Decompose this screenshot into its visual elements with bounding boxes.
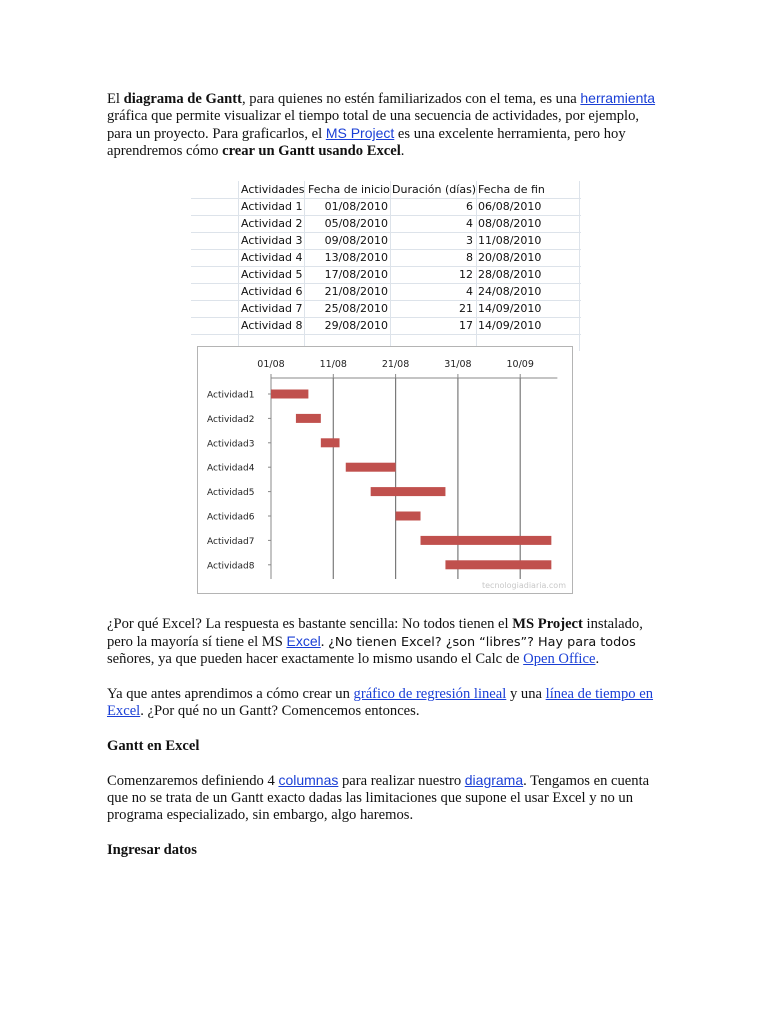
informal-note: ¿No tienen Excel? ¿son “libres”? Hay para todos xyxy=(328,635,636,650)
cell-start: 29/08/2010 xyxy=(324,319,388,332)
herramienta-link[interactable]: herramienta xyxy=(580,90,656,106)
section-heading-ingresar-datos: Ingresar datos xyxy=(107,842,197,858)
cell-activity: Actividad 5 xyxy=(241,268,303,281)
columnas-link[interactable]: columnas xyxy=(278,772,339,788)
y-category-label: Actividad6 xyxy=(207,512,255,523)
term-ms-project: MS Project xyxy=(512,616,583,632)
cell-activity: Actividad 3 xyxy=(241,234,303,247)
y-category-label: Actividad4 xyxy=(207,463,255,474)
cell-start: 21/08/2010 xyxy=(324,285,388,298)
columns-paragraph: Comenzaremos definiendo 4 columnas para realizar nuestro diagrama. Tengamos en cuenta que no se trata de un Gantt exacto dadas las limitaciones que supone el usar Excel y no un programa especializado, sin embargo, algo haremos. xyxy=(107,772,650,823)
col-header-duracion: Duración (días) xyxy=(392,183,477,196)
cell-start: 09/08/2010 xyxy=(324,234,388,247)
gantt-bar xyxy=(321,438,340,447)
open-office-link[interactable]: Open Office xyxy=(523,651,596,667)
cell-end: 14/09/2010 xyxy=(478,319,542,332)
cell-duration: 21 xyxy=(459,302,473,315)
table-row xyxy=(191,317,581,335)
gantt-chart-svg xyxy=(198,347,572,593)
spreadsheet-table xyxy=(191,181,581,337)
cell-activity: Actividad 4 xyxy=(241,251,303,264)
y-category-label: Actividad1 xyxy=(207,390,255,401)
y-category-label: Actividad2 xyxy=(207,414,255,425)
linea-tiempo-link[interactable]: línea de tiempo en Excel xyxy=(107,686,654,719)
table-row xyxy=(191,283,581,301)
cell-duration: 3 xyxy=(466,234,473,247)
intro-paragraph: El diagrama de Gantt, para quienes no estén familiarizados con el tema, es una herramienta gráfica que permite visualizar el tiempo total de una secuencia de actividades, por ejemplo, para un proyecto. Para graficarlos, el MS Project es una excelente herramienta, pero hoy aprendremos cómo crear un Gantt usando Excel. xyxy=(107,90,656,159)
y-category-label: Actividad7 xyxy=(207,536,255,547)
cell-start: 17/08/2010 xyxy=(324,268,388,281)
table-row xyxy=(191,232,581,250)
cell-activity: Actividad 7 xyxy=(241,302,303,315)
table-row xyxy=(191,215,581,233)
term-gantt: diagrama de Gantt xyxy=(123,91,242,107)
previous-tutorials-paragraph: Ya que antes aprendimos a cómo crear un gráfico de regresión lineal y una línea de tiempo en Excel. ¿Por qué no un Gantt? Comencemos entonces. xyxy=(107,686,654,719)
cell-start: 01/08/2010 xyxy=(324,200,388,213)
gantt-bar xyxy=(296,414,321,423)
excel-link[interactable]: Excel xyxy=(286,633,321,649)
cell-end: 06/08/2010 xyxy=(478,200,542,213)
section-heading-gantt-excel: Gantt en Excel xyxy=(107,738,200,754)
why-excel-paragraph: ¿Por qué Excel? La respuesta es bastante sencilla: No todos tienen el MS Project instalado, pero la mayoría sí tiene el MS Excel. ¿No tienen Excel? ¿son “libres”? Hay para todos señores, ya que pueden hacer exactamente lo mismo usando el Calc de Open Office. xyxy=(107,616,643,667)
y-category-label: Actividad8 xyxy=(207,561,255,572)
cell-duration: 4 xyxy=(466,217,473,230)
cell-end: 28/08/2010 xyxy=(478,268,542,281)
x-tick-label: 11/08 xyxy=(319,359,347,370)
cell-duration: 6 xyxy=(466,200,473,213)
gantt-bar xyxy=(271,390,308,399)
cell-end: 14/09/2010 xyxy=(478,302,542,315)
y-category-label: Actividad5 xyxy=(207,488,255,499)
cell-end: 08/08/2010 xyxy=(478,217,542,230)
chart-watermark: tecnologiadiaria.com xyxy=(482,581,566,590)
diagrama-link[interactable]: diagrama xyxy=(464,772,524,788)
cell-duration: 12 xyxy=(459,268,473,281)
cell-duration: 4 xyxy=(466,285,473,298)
cell-activity: Actividad 6 xyxy=(241,285,303,298)
gantt-bar xyxy=(445,560,551,569)
ms-project-link[interactable]: MS Project xyxy=(325,125,395,141)
col-header-inicio: Fecha de inicio xyxy=(308,183,390,196)
cell-start: 05/08/2010 xyxy=(324,217,388,230)
table-row xyxy=(191,266,581,284)
cell-end: 11/08/2010 xyxy=(478,234,542,247)
gantt-bar xyxy=(396,512,421,521)
col-header-fin: Fecha de fin xyxy=(478,183,545,196)
cell-start: 25/08/2010 xyxy=(324,302,388,315)
col-header-actividades: Actividades xyxy=(241,183,305,196)
gantt-chart xyxy=(197,346,573,594)
gantt-bar xyxy=(421,536,552,545)
cell-activity: Actividad 1 xyxy=(241,200,303,213)
x-tick-label: 31/08 xyxy=(444,359,472,370)
x-tick-label: 01/08 xyxy=(257,359,285,370)
cell-end: 24/08/2010 xyxy=(478,285,542,298)
x-tick-label: 10/09 xyxy=(506,359,534,370)
gantt-bar xyxy=(346,463,396,472)
table-header-row xyxy=(191,181,581,199)
cell-end: 20/08/2010 xyxy=(478,251,542,264)
cell-duration: 17 xyxy=(459,319,473,332)
term-crear-gantt: crear un Gantt usando Excel xyxy=(222,143,401,159)
cell-activity: Actividad 2 xyxy=(241,217,303,230)
cell-duration: 8 xyxy=(466,251,473,264)
gantt-bar xyxy=(371,487,446,496)
table-row xyxy=(191,198,581,216)
cell-activity: Actividad 8 xyxy=(241,319,303,332)
x-tick-label: 21/08 xyxy=(381,359,410,370)
y-category-label: Actividad3 xyxy=(207,439,255,450)
table-row xyxy=(191,300,581,318)
regresion-lineal-link[interactable]: gráfico de regresión lineal xyxy=(353,686,507,702)
table-row xyxy=(191,249,581,267)
cell-start: 13/08/2010 xyxy=(324,251,388,264)
